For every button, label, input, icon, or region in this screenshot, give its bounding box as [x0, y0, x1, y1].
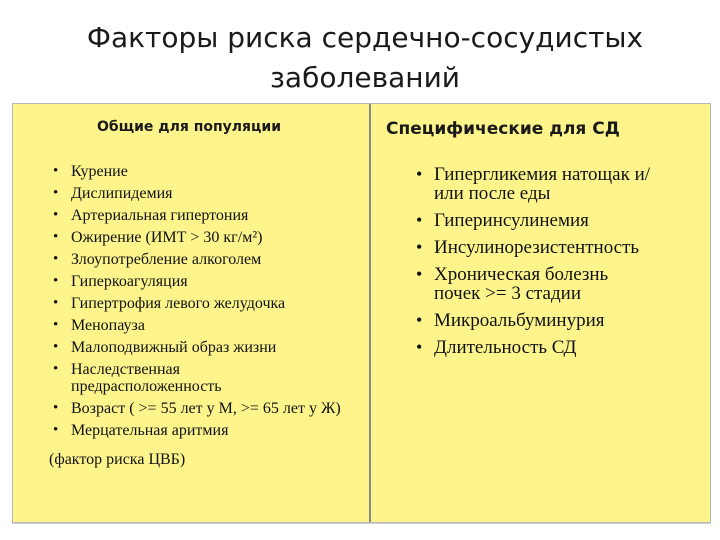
diabetes-factors-column — [371, 104, 710, 522]
list-item-text: Дислипидемия — [71, 185, 173, 202]
bullet-icon: • — [53, 207, 59, 223]
list-item-text: Гиперкоагуляция — [71, 273, 188, 290]
list-item-text: Менопауза — [71, 317, 145, 334]
list-item — [53, 251, 355, 268]
list-item — [416, 165, 674, 203]
list-item-text: Мерцательная аритмия — [71, 422, 229, 439]
bullet-icon: • — [53, 273, 59, 289]
general-factors-list — [53, 163, 355, 439]
bullet-icon: • — [53, 295, 59, 311]
list-item — [416, 338, 700, 357]
bullet-icon: • — [416, 264, 423, 284]
bullet-icon: • — [53, 251, 59, 267]
bullet-icon: • — [53, 361, 59, 377]
list-item — [53, 273, 355, 290]
list-item-text: Инсулинорезистентность — [434, 237, 640, 258]
slide-title: Факторы риска сердечно-сосудистых заболеваний — [86, 21, 644, 94]
general-factors-column — [13, 104, 371, 522]
bullet-icon: • — [53, 422, 59, 438]
bullet-icon: • — [53, 339, 59, 355]
list-item — [53, 295, 355, 312]
footnote: (фактор риска ЦВБ) — [49, 451, 186, 468]
list-item-text: Ожирение (ИМТ > 30 кг/м²) — [71, 229, 263, 246]
list-item-text: Артериальная гипертония — [71, 207, 249, 224]
list-item-text: Наследственная предрасположенность — [71, 361, 222, 395]
bullet-icon: • — [416, 310, 423, 330]
list-item-text: Курение — [71, 163, 128, 180]
list-item — [53, 422, 355, 439]
bullet-icon: • — [53, 229, 59, 245]
list-item — [53, 317, 355, 334]
bullet-icon: • — [53, 400, 59, 416]
list-item-text: Гиперинсулинемия — [434, 210, 589, 231]
list-item — [53, 361, 311, 395]
risk-factors-table — [12, 103, 711, 523]
list-item — [416, 265, 659, 303]
bullet-icon: • — [416, 337, 423, 357]
list-item-text: Длительность СД — [434, 337, 577, 358]
general-factors-header: Общие для популяции — [96, 119, 282, 135]
diabetes-factors-header: Специфические для СД — [386, 119, 620, 139]
diabetes-factors-list — [416, 165, 700, 357]
bullet-icon: • — [53, 317, 59, 333]
list-item-text: Малоподвижный образ жизни — [71, 339, 277, 356]
list-item-text: Гипертрофия левого желудочка — [71, 295, 286, 312]
bullet-icon: • — [416, 237, 423, 257]
list-item-text: Возраст ( >= 55 лет у М, >= 65 лет у Ж) — [71, 400, 341, 417]
list-item — [53, 163, 355, 180]
list-item-text: Хроническая болезнь почек >= 3 стадии — [434, 264, 609, 304]
list-item — [416, 238, 700, 257]
bullet-icon: • — [53, 185, 59, 201]
list-item — [53, 339, 286, 356]
list-item — [416, 311, 700, 330]
list-item-text: Микроальбуминурия — [434, 310, 605, 331]
bullet-icon: • — [53, 163, 59, 179]
list-item — [53, 185, 355, 202]
bullet-icon: • — [416, 210, 423, 230]
list-item — [416, 211, 700, 230]
list-item-text: Гипергликемия натощак и/или после еды — [434, 164, 651, 204]
list-item-text: Злоупотребление алкоголем — [71, 251, 262, 268]
list-item — [53, 207, 355, 224]
list-item — [53, 400, 361, 417]
list-item — [53, 229, 355, 246]
bullet-icon: • — [416, 164, 423, 184]
